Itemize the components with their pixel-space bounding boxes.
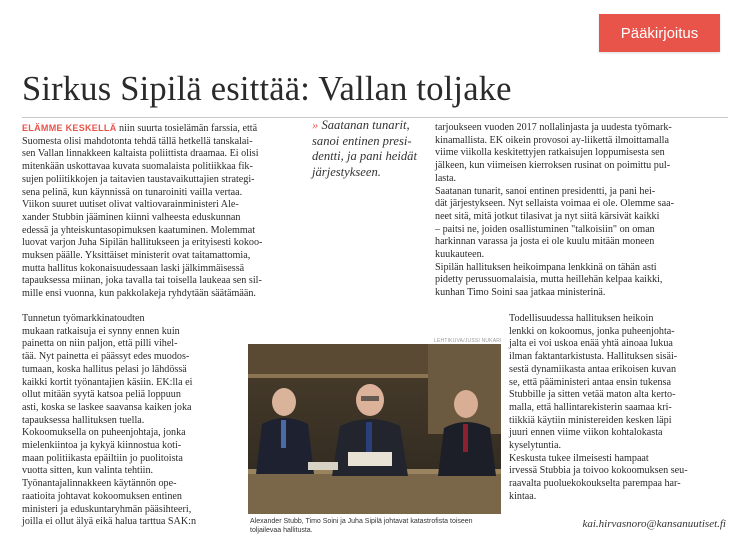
photo-credit: LEHTIKUVA/JUSSI NUKARI <box>434 338 502 344</box>
article-column-2 <box>435 122 730 300</box>
author-email[interactable]: kai.hirvasnoro@kansanuutiset.fi <box>582 518 726 530</box>
photo-illustration <box>248 344 501 514</box>
pull-quote-text: Saatanan tunarit, sanoi entinen presi- dentti, ja pani heidät järjestykseen. <box>312 118 417 179</box>
article-column-3 <box>509 313 730 504</box>
section-tag[interactable]: Pääkirjoitus <box>599 14 720 52</box>
article-column-1-bottom <box>22 313 248 529</box>
article-kicker: ELÄMME KESKELLÄ <box>22 123 117 133</box>
photo-caption: Alexander Stubb, Timo Soini ja Juha Sipilä johtavat katastrofista toiseen toljailevaa hallitusta. <box>250 518 473 534</box>
pull-quote <box>312 118 430 180</box>
article-headline: Sirkus Sipilä esittää: Vallan toljake <box>22 70 512 108</box>
column-1-bottom-text: Tunnetun työmarkkinatoudten mukaan ratkaisuja ei synny ennen kuin painetta on niin paljon, että pilli vihel- tää. Nyt painetta ei päässyt edes muodos- tumaan, koska hallitus pelasi jo lähdössä kaikki kortit työnantajien käsiin. EK:lla ei ollut mitään syytä katsoa peliä loppuun asti, koska se laskee saavansa kaiken joka tapauksessa hallituksen tuella. Kokoomuksella on puheenjohtaja, jonka mielenkiintoa ja kykyä kiinnostua koti- maan politiikasta epäiltiin jo puolitoista vuotta sitten, kun valinta tehtiin. Työnantajalinnakkeen käytännön ope- raatioita johtavat kokoomuksen entinen ministeri ja eduskuntaryhmän pääsihteeri, joilla ei ollut älyä eikä halua tarttua SAK:n <box>22 313 197 528</box>
article-photo <box>248 344 501 514</box>
column-1-top-text: niin suurta tosielämän farssia, että Suomesta olisi mahdotonta tehdä tällä hetkellä tanskalai- sen Vallan linnakkeen kaltaista poliittista draamaa. Ei olisi mitenkään uskottavaa kuvata suomalaista politiikkaa fik- sujen poliitikkojen ja taitavien taustavaikuttajien strategi- sena pelinä, kun käynnissä on tunaroiniti vailla vertaa. Viikon suuret uutiset olivat valtiovarainministeri Ale- xander Stubbin jääminen kiinni valheesta eduskunnan edessä ja yhteiskuntasopimuksen kaatuminen. Molemmat luovat varjon Juha Sipilän hallitukseen ja erityisesti kokoo- muksen päälle. Yksittäiset ministerit ovat taitamattomia, mutta hallitus kokonaisuudessaan laski jälkimmäisessä tapauksessa miinan, joka tavalla tai toisella laukeaa sen sil- mille ensi vuonna, kun pakkolakeja ryhdytään säätämään. <box>22 123 263 300</box>
column-3-text: Todellisuudessa hallituksen heikoin lenkki on kokoomus, jonka puheenjohta- jalta ei voi uskoa enää yhtä ainoaa lukua ilman faktantarkistusta. Hallituksen sisäi- sestä dynamiikasta antaa erikoisen kuvan se, että pääministeri antaa ensin tukensa Stubbille ja sitten vetää maton alta kerto- malla, että hallintarekisterin saamaa kri- tiikkiä käytiin ministereiden kesken läpi juuri ennen viime viikon kohtalokasta kyselytuntia. Keskusta tukee ilmeisesti hampaat irvessä Stubbia ja toivoo kokoomuksen seu- raavalta puoluekokoukselta parempaa har- kintaa. <box>509 313 688 502</box>
quote-mark-icon: » <box>312 118 322 132</box>
article-column-1-top <box>22 122 308 301</box>
column-2-text: tarjoukseen vuoden 2017 nollalinjasta ja uudesta työmark- kinamallista. EK oikein provosoi ay-liikettä ilmoittamalla viime viikolla keskitettyjen ratkaisujen loppumisesta sen jälkeen, kun viimeisen kierroksen rusinat on poimittu pul- lasta. Saatanan tunarit, sanoi entinen presidentti, ja pani hei- dät järjestykseen. Nyt sellaista voimaa ei ole. Olemme saa- neet sitä, mitä jotkut tilasivat ja nyt siitä kärsivät kaikki – paitsi ne, joiden osallistuminen "talkoisiin" on oman harkinnan varassa ja josta ei ole kuulu mitään moneen kuukauteen. Sipilän hallituksen heikoimpana lenkkinä on tähän asti pidetty perussuomalaisia, mutta heillehän kelpaa kaikki, kunhan Timo Soini saa jatkaa ministerinä. <box>435 122 674 299</box>
